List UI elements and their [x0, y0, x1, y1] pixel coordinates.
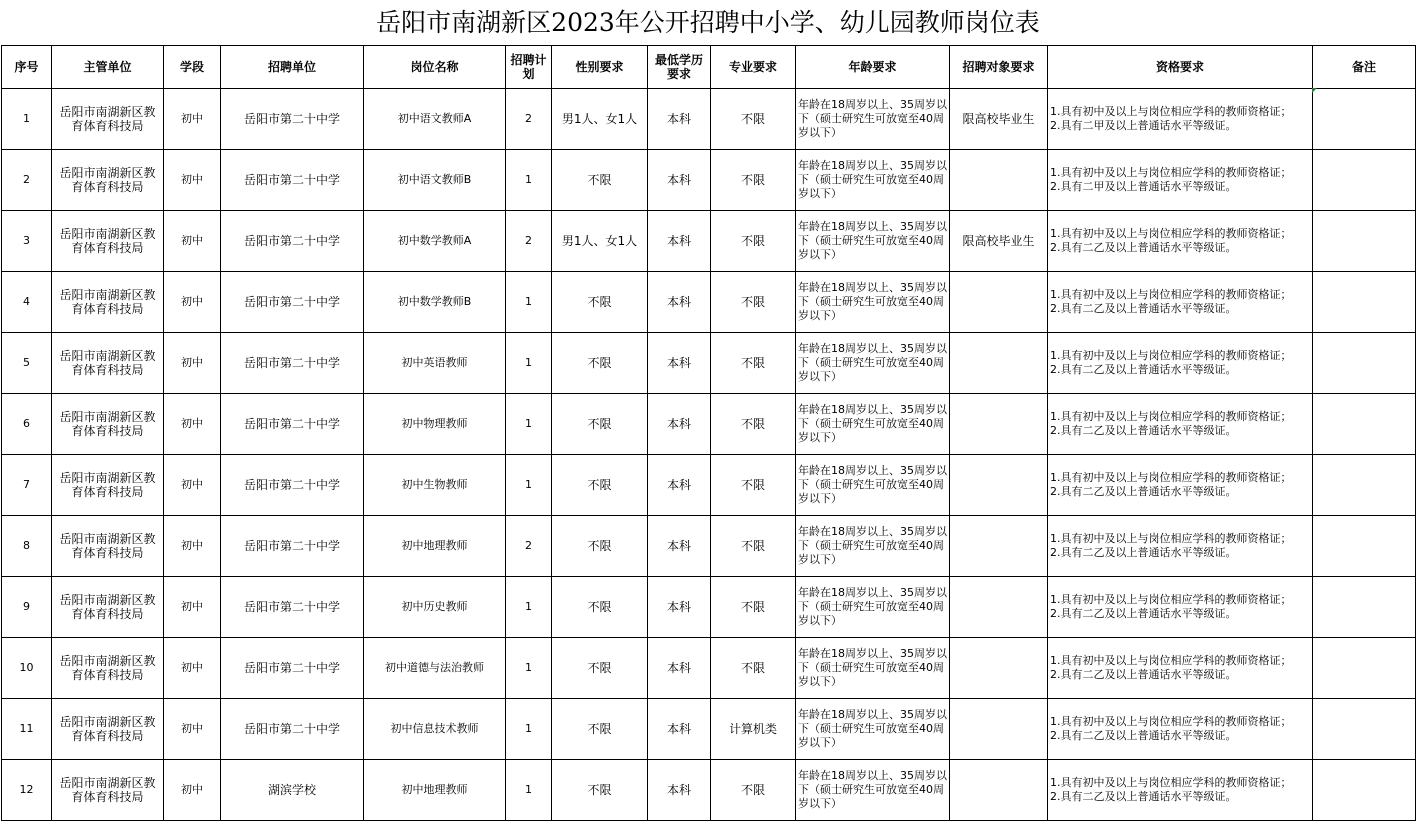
cell-target: [950, 455, 1048, 516]
cell-post: 初中道德与法治教师: [364, 638, 506, 699]
header-gender: 性别要求: [552, 46, 648, 89]
cell-no: 9: [2, 577, 52, 638]
cell-note: [1313, 333, 1416, 394]
cell-note: [1313, 394, 1416, 455]
cell-major: 不限: [711, 333, 796, 394]
cell-note: [1313, 211, 1416, 272]
cell-edu: 本科: [648, 760, 711, 821]
cell-no: 2: [2, 150, 52, 211]
cell-gender: 不限: [552, 760, 648, 821]
cell-edu: 本科: [648, 394, 711, 455]
cell-plan: 1: [506, 272, 552, 333]
cell-plan: 2: [506, 211, 552, 272]
cell-target: [950, 333, 1048, 394]
header-unit: 招聘单位: [221, 46, 364, 89]
cell-edu: 本科: [648, 516, 711, 577]
cell-stage: 初中: [164, 333, 221, 394]
cell-stage: 初中: [164, 272, 221, 333]
cell-post: 初中数学教师B: [364, 272, 506, 333]
cell-plan: 1: [506, 699, 552, 760]
table-body: [2, 89, 1416, 821]
cell-note: [1313, 638, 1416, 699]
header-age: 年龄要求: [796, 46, 950, 89]
cell-dept: 岳阳市南湖新区教育体育科技局: [52, 516, 164, 577]
cell-major: 不限: [711, 211, 796, 272]
header-post: 岗位名称: [364, 46, 506, 89]
cell-no: 5: [2, 333, 52, 394]
cell-post: 初中英语教师: [364, 333, 506, 394]
cell-plan: 1: [506, 333, 552, 394]
cell-age: 年龄在18周岁以上、35周岁以下（硕士研究生可放宽至40周岁以下）: [796, 150, 950, 211]
page-title: 岳阳市南湖新区2023年公开招聘中小学、幼儿园教师岗位表: [376, 8, 1040, 37]
cell-edu: 本科: [648, 455, 711, 516]
cell-target: 限高校毕业生: [950, 89, 1048, 150]
cell-edu: 本科: [648, 150, 711, 211]
cell-target: [950, 577, 1048, 638]
header-major: 专业要求: [711, 46, 796, 89]
cell-unit: 岳阳市第二十中学: [221, 516, 364, 577]
cell-comment-marker: [1312, 88, 1317, 93]
table-header-row: [2, 46, 1416, 89]
cell-no: 3: [2, 211, 52, 272]
cell-stage: 初中: [164, 455, 221, 516]
cell-unit: 岳阳市第二十中学: [221, 272, 364, 333]
cell-target: [950, 699, 1048, 760]
cell-note: [1313, 760, 1416, 821]
header-qual: 资格要求: [1048, 46, 1313, 89]
cell-major: 不限: [711, 89, 796, 150]
cell-target: [950, 760, 1048, 821]
cell-plan: 1: [506, 760, 552, 821]
cell-target: [950, 272, 1048, 333]
cell-qual: 1.具有初中及以上与岗位相应学科的教师资格证； 2.具有二甲及以上普通话水平等级证。: [1048, 89, 1313, 150]
cell-note: [1313, 516, 1416, 577]
cell-stage: 初中: [164, 760, 221, 821]
cell-major: 不限: [711, 638, 796, 699]
header-stage: 学段: [164, 46, 221, 89]
cell-target: [950, 638, 1048, 699]
cell-post: 初中语文教师B: [364, 150, 506, 211]
cell-edu: 本科: [648, 211, 711, 272]
cell-no: 4: [2, 272, 52, 333]
table-row: [2, 577, 1416, 638]
cell-unit: 岳阳市第二十中学: [221, 89, 364, 150]
cell-dept: 岳阳市南湖新区教育体育科技局: [52, 699, 164, 760]
cell-no: 12: [2, 760, 52, 821]
cell-major: 不限: [711, 516, 796, 577]
cell-unit: 岳阳市第二十中学: [221, 638, 364, 699]
cell-note: [1313, 150, 1416, 211]
cell-target: 限高校毕业生: [950, 211, 1048, 272]
cell-gender: 不限: [552, 333, 648, 394]
cell-stage: 初中: [164, 150, 221, 211]
header-no: 序号: [2, 46, 52, 89]
cell-qual: 1.具有初中及以上与岗位相应学科的教师资格证； 2.具有二甲及以上普通话水平等级证。: [1048, 150, 1313, 211]
table-row: [2, 516, 1416, 577]
cell-note: [1313, 577, 1416, 638]
cell-qual: 1.具有初中及以上与岗位相应学科的教师资格证； 2.具有二乙及以上普通话水平等级证。: [1048, 577, 1313, 638]
cell-unit: 岳阳市第二十中学: [221, 211, 364, 272]
header-plan: 招聘计划: [506, 46, 552, 89]
cell-major: 不限: [711, 455, 796, 516]
table-row: [2, 272, 1416, 333]
cell-plan: 2: [506, 89, 552, 150]
cell-unit: 岳阳市第二十中学: [221, 455, 364, 516]
cell-gender: 不限: [552, 638, 648, 699]
cell-gender: 男1人、女1人: [552, 89, 648, 150]
cell-stage: 初中: [164, 516, 221, 577]
table-row: [2, 89, 1416, 150]
header-target: 招聘对象要求: [950, 46, 1048, 89]
cell-qual: 1.具有初中及以上与岗位相应学科的教师资格证； 2.具有二乙及以上普通话水平等级证。: [1048, 760, 1313, 821]
cell-age: 年龄在18周岁以上、35周岁以下（硕士研究生可放宽至40周岁以下）: [796, 455, 950, 516]
cell-major: 计算机类: [711, 699, 796, 760]
cell-note: [1313, 272, 1416, 333]
cell-unit: 湖滨学校: [221, 760, 364, 821]
cell-qual: 1.具有初中及以上与岗位相应学科的教师资格证； 2.具有二乙及以上普通话水平等级证。: [1048, 272, 1313, 333]
cell-major: 不限: [711, 272, 796, 333]
cell-age: 年龄在18周岁以上、35周岁以下（硕士研究生可放宽至40周岁以下）: [796, 760, 950, 821]
cell-stage: 初中: [164, 699, 221, 760]
cell-age: 年龄在18周岁以上、35周岁以下（硕士研究生可放宽至40周岁以下）: [796, 272, 950, 333]
table-row: [2, 150, 1416, 211]
cell-note: [1313, 699, 1416, 760]
cell-major: 不限: [711, 577, 796, 638]
cell-major: 不限: [711, 394, 796, 455]
cell-target: [950, 516, 1048, 577]
header-note: 备注: [1313, 46, 1416, 89]
header-edu: 最低学历要求: [648, 46, 711, 89]
cell-edu: 本科: [648, 638, 711, 699]
cell-plan: 2: [506, 516, 552, 577]
cell-plan: 1: [506, 394, 552, 455]
cell-unit: 岳阳市第二十中学: [221, 394, 364, 455]
cell-plan: 1: [506, 638, 552, 699]
cell-qual: 1.具有初中及以上与岗位相应学科的教师资格证； 2.具有二乙及以上普通话水平等级证。: [1048, 516, 1313, 577]
cell-post: 初中物理教师: [364, 394, 506, 455]
cell-note: [1313, 89, 1416, 150]
cell-qual: 1.具有初中及以上与岗位相应学科的教师资格证； 2.具有二乙及以上普通话水平等级证。: [1048, 699, 1313, 760]
header-dept: 主管单位: [52, 46, 164, 89]
cell-post: 初中生物教师: [364, 455, 506, 516]
cell-dept: 岳阳市南湖新区教育体育科技局: [52, 333, 164, 394]
cell-age: 年龄在18周岁以上、35周岁以下（硕士研究生可放宽至40周岁以下）: [796, 577, 950, 638]
cell-post: 初中语文教师A: [364, 89, 506, 150]
cell-gender: 不限: [552, 699, 648, 760]
cell-major: 不限: [711, 760, 796, 821]
cell-post: 初中数学教师A: [364, 211, 506, 272]
cell-post: 初中地理教师: [364, 516, 506, 577]
cell-major: 不限: [711, 150, 796, 211]
cell-dept: 岳阳市南湖新区教育体育科技局: [52, 638, 164, 699]
cell-gender: 不限: [552, 272, 648, 333]
cell-plan: 1: [506, 455, 552, 516]
table-row: [2, 699, 1416, 760]
cell-qual: 1.具有初中及以上与岗位相应学科的教师资格证； 2.具有二乙及以上普通话水平等级证。: [1048, 211, 1313, 272]
cell-dept: 岳阳市南湖新区教育体育科技局: [52, 89, 164, 150]
recruitment-table: [1, 45, 1416, 821]
cell-dept: 岳阳市南湖新区教育体育科技局: [52, 577, 164, 638]
cell-dept: 岳阳市南湖新区教育体育科技局: [52, 760, 164, 821]
cell-age: 年龄在18周岁以上、35周岁以下（硕士研究生可放宽至40周岁以下）: [796, 89, 950, 150]
cell-gender: 不限: [552, 150, 648, 211]
cell-plan: 1: [506, 577, 552, 638]
table-row: [2, 394, 1416, 455]
cell-note: [1313, 455, 1416, 516]
cell-age: 年龄在18周岁以上、35周岁以下（硕士研究生可放宽至40周岁以下）: [796, 638, 950, 699]
cell-unit: 岳阳市第二十中学: [221, 699, 364, 760]
cell-edu: 本科: [648, 272, 711, 333]
cell-qual: 1.具有初中及以上与岗位相应学科的教师资格证； 2.具有二乙及以上普通话水平等级证。: [1048, 333, 1313, 394]
cell-edu: 本科: [648, 89, 711, 150]
cell-qual: 1.具有初中及以上与岗位相应学科的教师资格证； 2.具有二乙及以上普通话水平等级证。: [1048, 455, 1313, 516]
cell-gender: 不限: [552, 577, 648, 638]
cell-post: 初中历史教师: [364, 577, 506, 638]
cell-stage: 初中: [164, 577, 221, 638]
cell-edu: 本科: [648, 577, 711, 638]
cell-unit: 岳阳市第二十中学: [221, 333, 364, 394]
cell-age: 年龄在18周岁以上、35周岁以下（硕士研究生可放宽至40周岁以下）: [796, 516, 950, 577]
cell-qual: 1.具有初中及以上与岗位相应学科的教师资格证； 2.具有二乙及以上普通话水平等级证。: [1048, 394, 1313, 455]
cell-no: 8: [2, 516, 52, 577]
cell-qual: 1.具有初中及以上与岗位相应学科的教师资格证； 2.具有二乙及以上普通话水平等级证。: [1048, 638, 1313, 699]
cell-target: [950, 394, 1048, 455]
cell-no: 11: [2, 699, 52, 760]
cell-edu: 本科: [648, 333, 711, 394]
cell-unit: 岳阳市第二十中学: [221, 577, 364, 638]
cell-post: 初中信息技术教师: [364, 699, 506, 760]
cell-plan: 1: [506, 150, 552, 211]
cell-stage: 初中: [164, 89, 221, 150]
table-row: [2, 760, 1416, 821]
cell-edu: 本科: [648, 699, 711, 760]
cell-dept: 岳阳市南湖新区教育体育科技局: [52, 150, 164, 211]
cell-no: 10: [2, 638, 52, 699]
cell-gender: 不限: [552, 516, 648, 577]
cell-stage: 初中: [164, 211, 221, 272]
table-row: [2, 455, 1416, 516]
table-row: [2, 638, 1416, 699]
cell-post: 初中地理教师: [364, 760, 506, 821]
cell-dept: 岳阳市南湖新区教育体育科技局: [52, 455, 164, 516]
cell-age: 年龄在18周岁以上、35周岁以下（硕士研究生可放宽至40周岁以下）: [796, 211, 950, 272]
cell-stage: 初中: [164, 394, 221, 455]
cell-unit: 岳阳市第二十中学: [221, 150, 364, 211]
table-row: [2, 211, 1416, 272]
cell-age: 年龄在18周岁以上、35周岁以下（硕士研究生可放宽至40周岁以下）: [796, 699, 950, 760]
cell-dept: 岳阳市南湖新区教育体育科技局: [52, 272, 164, 333]
cell-stage: 初中: [164, 638, 221, 699]
cell-gender: 不限: [552, 394, 648, 455]
cell-age: 年龄在18周岁以上、35周岁以下（硕士研究生可放宽至40周岁以下）: [796, 394, 950, 455]
cell-gender: 男1人、女1人: [552, 211, 648, 272]
cell-target: [950, 150, 1048, 211]
cell-gender: 不限: [552, 455, 648, 516]
cell-dept: 岳阳市南湖新区教育体育科技局: [52, 211, 164, 272]
table-row: [2, 333, 1416, 394]
cell-no: 7: [2, 455, 52, 516]
cell-age: 年龄在18周岁以上、35周岁以下（硕士研究生可放宽至40周岁以下）: [796, 333, 950, 394]
cell-dept: 岳阳市南湖新区教育体育科技局: [52, 394, 164, 455]
cell-no: 6: [2, 394, 52, 455]
cell-no: 1: [2, 89, 52, 150]
